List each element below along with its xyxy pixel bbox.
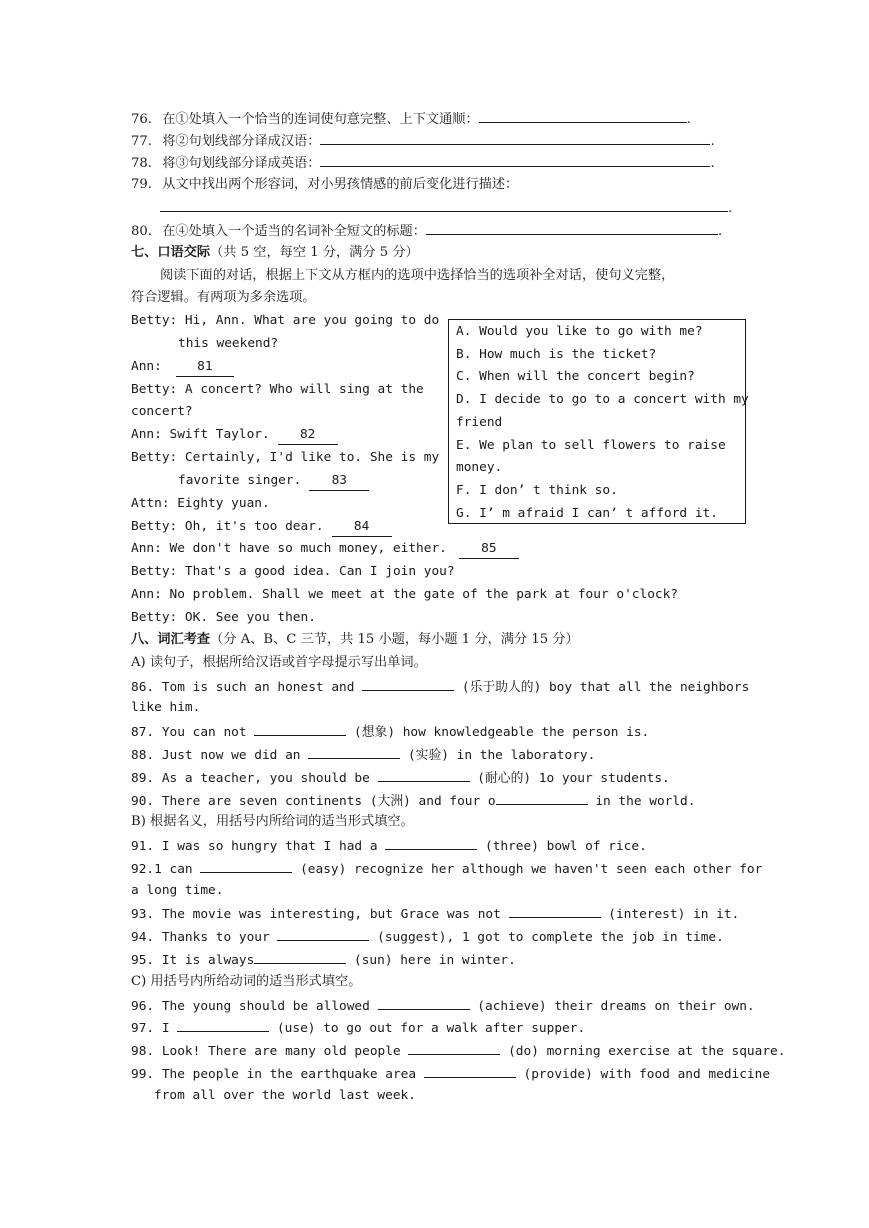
section-note: （分 A、B、C 三节，共 15 小题，每小题 1 分，满分 15 分）	[210, 632, 579, 647]
dialog-line: Ann: 81	[131, 356, 234, 378]
question-number: 79.	[131, 177, 152, 192]
section-note: （共 5 空，每空 1 分，满分 5 分）	[210, 245, 419, 260]
dialog-blank-81[interactable]: 81	[176, 358, 234, 377]
part-a-instructions: A) 读句子，根据所给汉语或首字母提示写出单词。	[131, 655, 427, 670]
question-93: 93. The movie was interesting, but Grace was not (interest) in it.	[131, 902, 739, 924]
answer-blank[interactable]	[426, 219, 718, 235]
answer-blank[interactable]	[254, 720, 346, 736]
question-92-continued: a long time.	[131, 883, 224, 898]
question-number: 76.	[131, 112, 152, 127]
question-79	[131, 174, 518, 196]
section-8-heading	[131, 629, 579, 651]
answer-blank[interactable]	[479, 107, 687, 123]
question-97: 97. I (use) to go out for a walk after supper.	[131, 1016, 585, 1038]
question-87: 87. You can not (想象) how knowledgeable the person is.	[131, 720, 649, 742]
question-88: 88. Just now we did an (实验) in the laboratory.	[131, 743, 595, 765]
dialog-line: Betty: Certainly, I'd like to. She is my	[131, 450, 440, 465]
question-90: 90. There are seven continents (大洲) and four o in the world.	[131, 789, 695, 811]
section-title: 七、口语交际	[131, 245, 211, 260]
question-text: 从文中找出两个形容词，对小男孩情感的前后变化进行描述：	[162, 177, 519, 192]
option-e[interactable]: E. We plan to sell flowers to raise	[456, 438, 726, 453]
answer-blank[interactable]	[509, 902, 601, 918]
question-76: 76. 在①处填入一个恰当的连词使句意完整、上下文通顺： .	[131, 107, 691, 129]
answer-blank[interactable]	[424, 1062, 516, 1078]
question-text: 在①处填入一个恰当的连词使句意完整、上下文通顺：	[162, 112, 479, 127]
dialog-line: Ann: No problem. Shall we meet at the gate of the park at four o'clock?	[131, 587, 679, 602]
option-f[interactable]: F. I don’ t think so.	[456, 483, 618, 498]
options-box	[448, 319, 749, 524]
answer-blank[interactable]	[378, 994, 470, 1010]
answer-blank[interactable]	[160, 196, 728, 212]
part-c-instructions: C) 用括号内所给动词的适当形式填空。	[131, 974, 362, 989]
dialog-line: concert?	[131, 404, 193, 419]
question-80: 80. 在④处填入一个适当的名词补全短文的标题： .	[131, 219, 722, 241]
option-d[interactable]: D. I decide to go to a concert with my	[456, 392, 749, 407]
answer-blank[interactable]	[200, 857, 292, 873]
question-text: 在④处填入一个适当的名词补全短文的标题：	[162, 224, 426, 239]
dialog-line: Ann: We don't have so much money, either. 85	[131, 538, 519, 560]
answer-blank[interactable]	[378, 766, 470, 782]
dialog-line: favorite singer. 83	[178, 470, 369, 492]
question-99: 99. The people in the earthquake area (provide) with food and medicine	[131, 1062, 770, 1084]
dialog-blank-83[interactable]: 83	[309, 472, 369, 491]
question-86: 86. Tom is such an honest and (乐于助人的) boy that all the neighbors	[131, 675, 749, 697]
dialog-line: this weekend?	[178, 336, 279, 351]
question-98: 98. Look! There are many old people (do) morning exercise at the square.	[131, 1039, 785, 1061]
question-number: 77.	[131, 134, 152, 149]
answer-blank[interactable]	[362, 675, 454, 691]
dialog-line: Ann: Swift Taylor. 82	[131, 424, 338, 446]
section-7-instructions-1: 阅读下面的对话，根据上下文从方框内的选项中选择恰当的选项补全对话，使句义完整，	[160, 268, 675, 283]
answer-blank[interactable]	[408, 1039, 500, 1055]
answer-blank[interactable]	[254, 948, 346, 964]
option-b[interactable]: B. How much is the ticket?	[456, 347, 657, 362]
question-78: 78. 将③句划线部分译成英语： .	[131, 151, 715, 173]
question-94: 94. Thanks to your (suggest), 1 got to complete the job in time.	[131, 925, 724, 947]
answer-blank[interactable]	[308, 743, 400, 759]
option-g[interactable]: G. I’ m afraid I can’ t afford it.	[456, 506, 718, 521]
dialog-line: Betty: A concert? Who will sing at the	[131, 382, 424, 397]
option-a[interactable]: A. Would you like to go with me?	[456, 324, 703, 339]
dialog-line: Betty: OK. See you then.	[131, 610, 316, 625]
option-e-continued: money.	[456, 460, 503, 475]
question-86-continued: like him.	[131, 700, 201, 715]
dialog-line: Attn: Eighty yuan.	[131, 496, 270, 511]
question-91: 91. I was so hungry that I had a (three) bowl of rice.	[131, 834, 647, 856]
dialog-line: Betty: Oh, it's too dear. 84	[131, 516, 392, 538]
question-text: 将③句划线部分译成英语：	[162, 156, 321, 171]
section-title: 八、词汇考查	[131, 632, 211, 647]
dialog-line: Betty: Hi, Ann. What are you going to do	[131, 313, 440, 328]
answer-blank[interactable]	[496, 789, 588, 805]
dialog-line: Betty: That's a good idea. Can I join you?	[131, 564, 455, 579]
question-number: 78.	[131, 156, 152, 171]
answer-blank[interactable]	[277, 925, 369, 941]
question-79-answer-line: .	[160, 196, 732, 218]
dialog-blank-84[interactable]: 84	[332, 518, 392, 537]
question-text: 将②句划线部分译成汉语：	[162, 134, 321, 149]
dialog-blank-82[interactable]: 82	[278, 426, 338, 445]
question-95: 95. It is always (sun) here in winter.	[131, 948, 516, 970]
question-92: 92.1 can (easy) recognize her although we haven't seen each other for	[131, 857, 762, 879]
section-7-instructions-2: 符合逻辑。有两项为多余选项。	[131, 290, 316, 305]
option-c[interactable]: C. When will the concert begin?	[456, 369, 695, 384]
question-77: 77. 将②句划线部分译成汉语： .	[131, 129, 715, 151]
question-89: 89. As a teacher, you should be (耐心的) 1o your students.	[131, 766, 670, 788]
question-96: 96. The young should be allowed (achieve) their dreams on their own.	[131, 994, 755, 1016]
dialog-blank-85[interactable]: 85	[459, 540, 519, 559]
section-7-heading	[131, 242, 419, 264]
question-99-continued: from all over the world last week.	[154, 1088, 416, 1103]
answer-blank[interactable]	[320, 151, 710, 167]
answer-blank[interactable]	[385, 834, 477, 850]
option-d-continued: friend	[456, 415, 503, 430]
question-number: 80.	[131, 224, 152, 239]
part-b-instructions: B) 根据名义，用括号内所给词的适当形式填空。	[131, 814, 414, 829]
answer-blank[interactable]	[177, 1016, 269, 1032]
answer-blank[interactable]	[320, 129, 710, 145]
